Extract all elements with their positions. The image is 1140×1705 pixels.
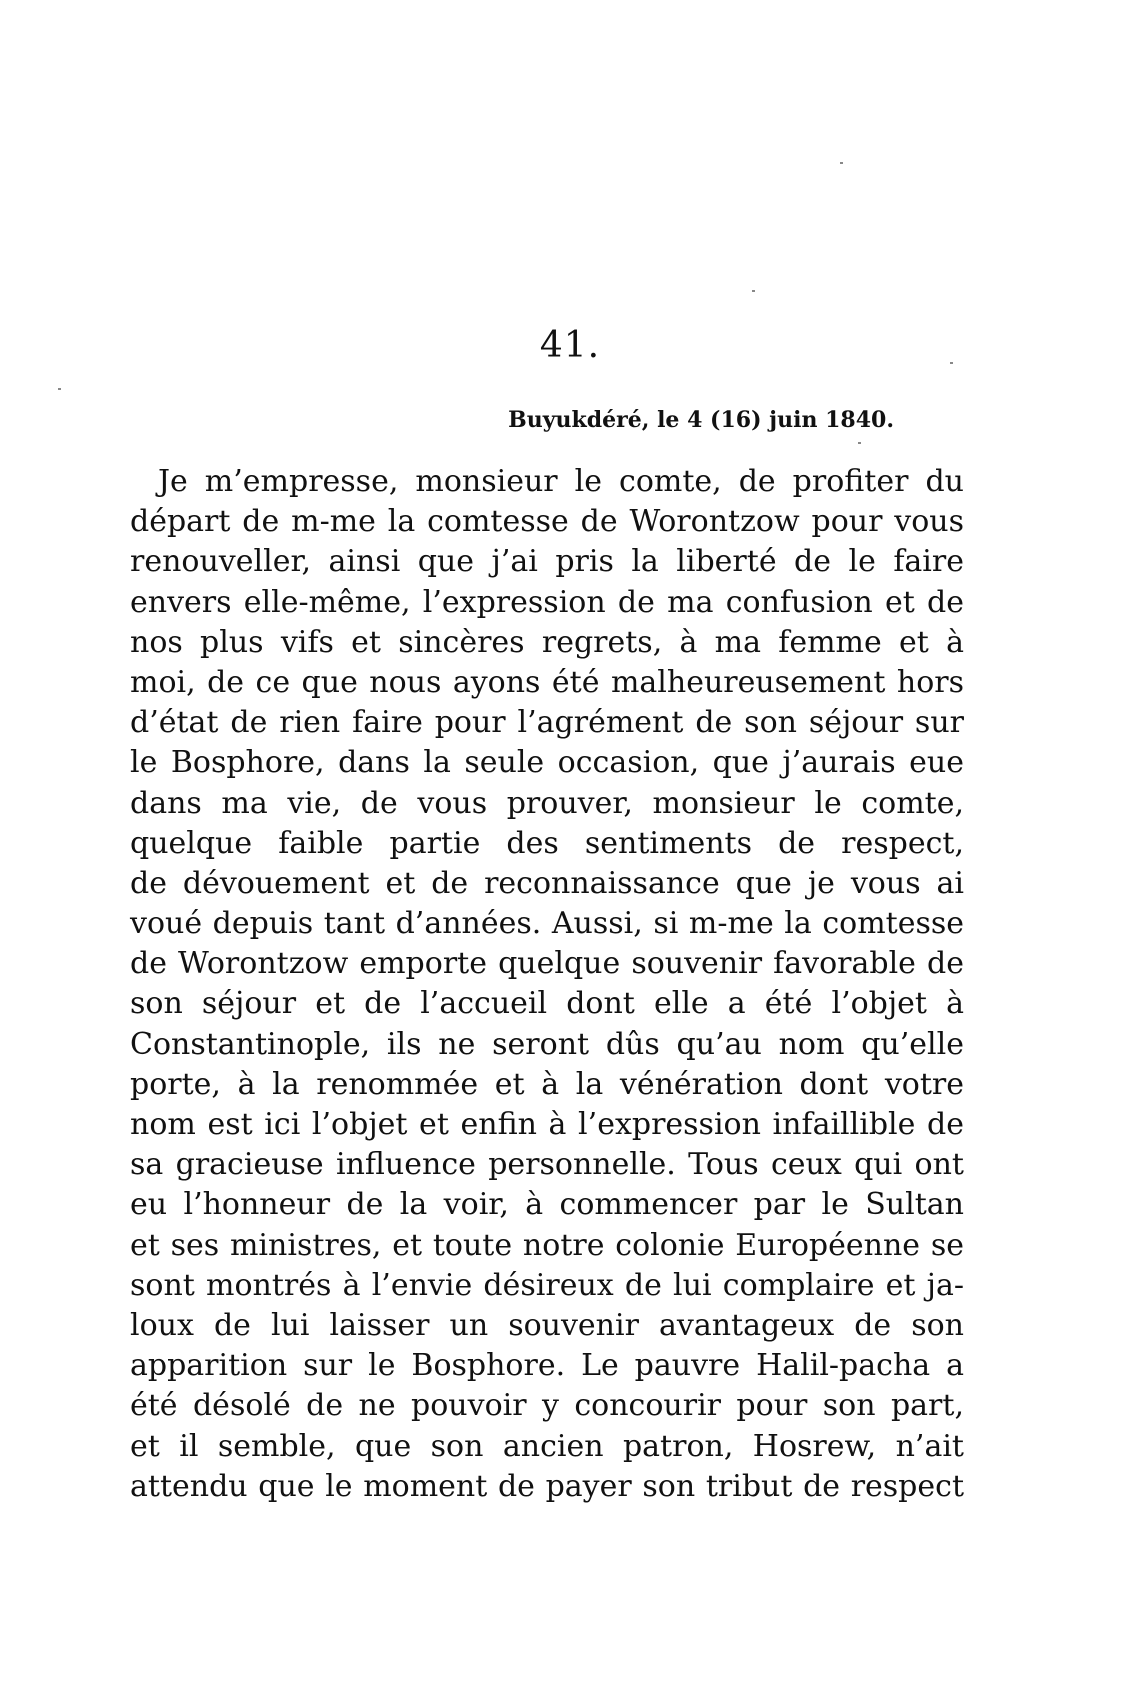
text-line: nom est ici l’objet et enfin à l’expression infaillible de bbox=[130, 1107, 964, 1142]
text-line: son séjour et de l’accueil dont elle a été l’objet à bbox=[130, 986, 964, 1022]
text-line: nos plus vifs et sincères regrets, à ma femme et à bbox=[130, 624, 964, 660]
scan-speck bbox=[858, 442, 861, 444]
text-line: apparition sur le Bosphore. Le pauvre Halil-pacha a bbox=[130, 1348, 964, 1384]
scan-speck bbox=[840, 162, 843, 164]
text-line: dans ma vie, de vous prouver, monsieur le comte, bbox=[130, 785, 964, 821]
text-line: renouveller, ainsi que j’ai pris la liberté de le faire bbox=[130, 544, 964, 580]
text-line: loux de lui laisser un souvenir avantageux de son bbox=[130, 1307, 964, 1343]
text-line: moi, de ce que nous ayons été malheureusement hors bbox=[130, 664, 964, 700]
scan-speck bbox=[58, 388, 61, 390]
text-line: Constantinople, ils ne seront dûs qu’au nom qu’elle bbox=[130, 1026, 964, 1062]
text-line: et ses ministres, et toute notre colonie Européenne se bbox=[130, 1227, 964, 1263]
text-line: voué depuis tant d’années. Aussi, si m-me la comtesse bbox=[130, 906, 964, 942]
text-line: le Bosphore, dans la seule occasion, que j’aurais eue bbox=[130, 745, 964, 781]
text-line: d’état de rien faire pour l’agrément de son séjour sur bbox=[130, 705, 964, 741]
text-line: sont montrés à l’envie désireux de lui complaire et ja- bbox=[130, 1267, 964, 1303]
text-line: de dévouement et de reconnaissance que je vous ai bbox=[130, 865, 964, 901]
text-line: envers elle-même, l’expression de ma confusion et de bbox=[130, 584, 964, 620]
text-line: porte, à la renommée et à la vénération dont votre bbox=[130, 1066, 964, 1102]
text-line: de Worontzow emporte quelque souvenir favorable de bbox=[130, 946, 964, 982]
text-line: sa gracieuse influence personnelle. Tous ceux qui ont bbox=[130, 1147, 964, 1183]
text-line: attendu que le moment de payer son tribut de respect bbox=[130, 1468, 964, 1504]
text-line: quelque faible partie des sentiments de respect, bbox=[130, 825, 964, 861]
text-line: et il semble, que son ancien patron, Hosrew, n’ait bbox=[130, 1428, 964, 1464]
text-line: départ de m-me la comtesse de Worontzow pour vous bbox=[130, 504, 964, 540]
text-line: été désolé de ne pouvoir y concourir pour son part, bbox=[130, 1388, 964, 1424]
text-line: Je m’empresse, monsieur le comte, de profiter du bbox=[158, 464, 964, 499]
text-line: eu l’honneur de la voir, à commencer par le Sultan bbox=[130, 1187, 964, 1223]
dateline: Buyukdéré, le 4 (16) juin 1840. bbox=[508, 407, 894, 433]
scan-speck bbox=[752, 290, 755, 292]
letter-number: 41. bbox=[539, 325, 601, 366]
letter-body bbox=[130, 462, 964, 1507]
